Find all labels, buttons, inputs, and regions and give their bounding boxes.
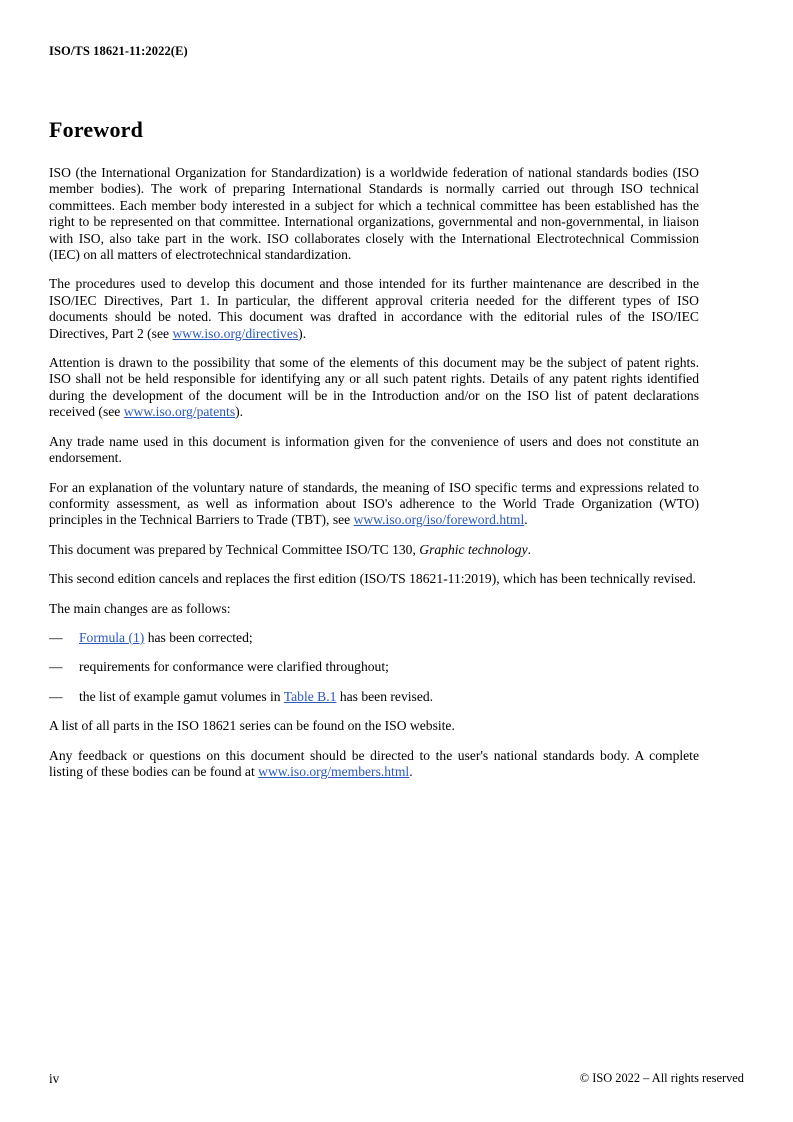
- paragraph-2: [49, 276, 699, 342]
- list-item: [49, 659, 699, 675]
- paragraph-2-text-before: The procedures used to develop this document and those intended for its further maintenance are described in the ISO/IEC Directives, Part 1. In particular, the different approval criteria needed for the different types of ISO documents should be noted. This document was drafted in accordance with the editorial rules of the ISO/IEC Directives, Part 2 (see: [49, 276, 699, 341]
- paragraph-6-text-after: .: [527, 541, 532, 557]
- document-reference: ISO/TS 18621-11:2022(E): [49, 44, 188, 58]
- paragraph-1: ISO (the International Organization for Standardization) is a worldwide federation of national standards bodies (ISO member bodies). The work of preparing International Standards is normally carried out through ISO technical committees. Each member body interested in a subject for which a technical committee has been established has the right to be represented on that committee. International organizations, governmental and non-governmental, in liaison with ISO, also take part in the work. ISO collaborates closely with the International Electrotechnical Commission (IEC) on all matters of electrotechnical standardization.: [49, 165, 699, 263]
- paragraph-5-text-after: .: [524, 512, 528, 528]
- link-iso-patents[interactable]: www.iso.org/patents: [123, 404, 236, 420]
- committee-scope-title: Graphic technology: [419, 541, 528, 557]
- list-dash: —: [49, 629, 63, 645]
- link-iso-foreword[interactable]: www.iso.org/iso/foreword.html: [353, 512, 525, 528]
- paragraph-10-text-after: .: [409, 763, 413, 779]
- changes-list: [49, 630, 699, 705]
- paragraph-6: [49, 542, 699, 558]
- paragraph-3-text-after: ).: [235, 404, 244, 420]
- paragraph-7: This second edition cancels and replaces the first edition (ISO/TS 18621-11:2019), which has been technically revised.: [49, 571, 696, 587]
- paragraph-2-text-after: ).: [298, 325, 307, 341]
- page-number: iv: [49, 1071, 60, 1086]
- paragraph-5: [49, 480, 699, 529]
- list-item-text-after: has been revised.: [336, 688, 434, 704]
- link-table-b1[interactable]: Table B.1: [283, 688, 337, 704]
- paragraph-10-text-before: Any feedback or questions on this document should be directed to the user's national standards body. A complete listing of these bodies can be found at: [49, 747, 699, 779]
- page-footer: [49, 1071, 744, 1089]
- paragraph-3-text-before: Attention is drawn to the possibility that some of the elements of this document may be the subject of patent rights. ISO shall not be held responsible for identifying any or all such patent rights. Details of any patent rights identified during the development of the document will be in the Introduction and/or on the ISO list of patent declarations received (see: [49, 355, 699, 420]
- list-item-text-before: requirements for conformance were clarified throughout;: [79, 659, 389, 675]
- copyright-notice: © ISO 2022 – All rights reserved: [579, 1071, 744, 1085]
- list-dash: —: [49, 659, 63, 675]
- link-iso-members[interactable]: www.iso.org/members.html: [258, 763, 410, 779]
- link-formula-1[interactable]: Formula (1): [79, 629, 145, 645]
- paragraph-6-text-before: This document was prepared by Technical Committee ISO/TC 130,: [49, 541, 420, 557]
- page-title: Foreword: [49, 117, 144, 142]
- list-dash: —: [49, 688, 63, 704]
- page-content: [49, 44, 699, 793]
- paragraph-5-text-before: For an explanation of the voluntary nature of standards, the meaning of ISO specific terms and expressions related to conformity assessment, as well as information about ISO's adherence to the World Trade Organization (WTO) principles in the Technical Barriers to Trade (TBT), see: [49, 479, 699, 528]
- list-item: [49, 689, 699, 705]
- link-iso-directives[interactable]: www.iso.org/directives: [172, 325, 299, 341]
- paragraph-8: The main changes are as follows:: [49, 600, 231, 616]
- paragraph-4: Any trade name used in this document is information given for the convenience of users and does not constitute an endorsement.: [49, 433, 699, 466]
- list-item: [49, 630, 699, 646]
- list-item-text-after: has been corrected;: [144, 629, 253, 645]
- paragraph-3: [49, 355, 699, 421]
- paragraph-10: [49, 748, 699, 781]
- paragraph-9: A list of all parts in the ISO 18621 series can be found on the ISO website.: [49, 718, 455, 734]
- list-item-text-before: the list of example gamut volumes in: [79, 688, 284, 704]
